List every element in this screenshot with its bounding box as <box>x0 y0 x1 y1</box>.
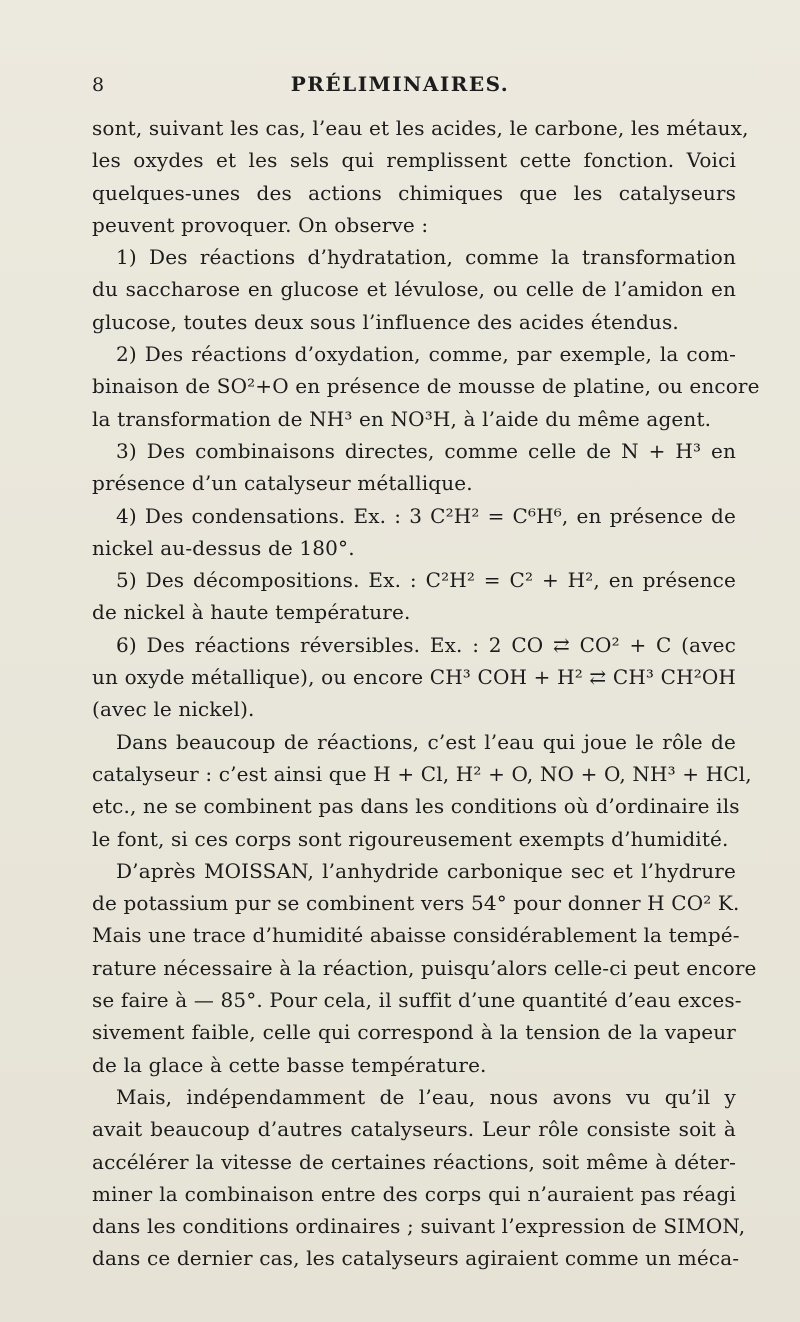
text-line: sivement faible, celle qui correspond à la tension de la vapeur <box>92 1020 736 1045</box>
text-line: glucose, toutes deux sous l’influence des acides étendus. <box>92 309 679 334</box>
text-line: 2) Des réactions d’oxydation, comme, par exemple, la com- <box>116 342 736 367</box>
running-head: PRÉLIMINAIRES. <box>290 72 510 96</box>
text-line: 5) Des décompositions. Ex. : C²H² = C² + H², en présence <box>116 568 736 593</box>
text-line: binaison de SO²+O en présence de mousse de platine, ou encore <box>92 374 760 399</box>
text-line: un oxyde métallique), ou encore CH³ COH + H² ⇄ CH³ CH²OH <box>92 665 736 690</box>
text-line: nickel au-dessus de 180°. <box>92 535 355 560</box>
text-line: de potassium pur se combinent vers 54° pour donner H CO² K. <box>92 891 740 916</box>
text-line: etc., ne se combinent pas dans les conditions où d’ordinaire ils <box>92 794 740 819</box>
text-line: de la glace à cette basse température. <box>92 1052 487 1077</box>
text-line: peuvent provoquer. On observe : <box>92 212 429 237</box>
text-line: quelques-unes des actions chimiques que les catalyseurs <box>92 180 736 205</box>
text-line: catalyseur : c’est ainsi que H + Cl, H² + O, NO + O, NH³ + HCl, <box>92 761 752 786</box>
text-line: 4) Des condensations. Ex. : 3 C²H² = C⁶H⁶, en présence de <box>116 503 736 528</box>
text-line: dans les conditions ordinaires ; suivant l’expression de SIMON, <box>92 1214 746 1239</box>
text-line: les oxydes et les sels qui remplissent cette fonction. Voici <box>92 148 736 173</box>
page-number: 8 <box>92 74 105 96</box>
text-line: Mais, indépendamment de l’eau, nous avons vu qu’il y <box>116 1084 736 1109</box>
text-line: miner la combinaison entre des corps qui n’auraient pas réagi <box>92 1181 736 1206</box>
text-line: le font, si ces corps sont rigoureusement exempts d’humidité. <box>92 826 729 851</box>
text-line: de nickel à haute température. <box>92 600 411 625</box>
text-line: sont, suivant les cas, l’eau et les acides, le carbone, les métaux, <box>92 116 749 140</box>
text-line: 6) Des réactions réversibles. Ex. : 2 CO ⇄ CO² + C (avec <box>116 632 736 657</box>
body-text <box>92 112 760 1275</box>
text-line: D’après MOISSAN, l’anhydride carbonique sec et l’hydrure <box>116 858 736 883</box>
text-line: la transformation de NH³ en NO³H, à l’aide du même agent. <box>92 406 712 431</box>
text-line: dans ce dernier cas, les catalyseurs agiraient comme un méca- <box>92 1246 740 1271</box>
text-line: Dans beaucoup de réactions, c’est l’eau qui joue le rôle de <box>116 729 736 754</box>
text-line: se faire à — 85°. Pour cela, il suffit d’une quantité d’eau exces- <box>92 988 742 1013</box>
text-line: rature nécessaire à la réaction, puisqu’alors celle-ci peut encore <box>92 955 757 980</box>
text-line: (avec le nickel). <box>92 697 255 722</box>
text-line: 3) Des combinaisons directes, comme celle de N + H³ en <box>116 438 736 463</box>
text-line: accélérer la vitesse de certaines réactions, soit même à déter- <box>92 1149 736 1174</box>
text-line: 1) Des réactions d’hydratation, comme la transformation <box>116 245 736 270</box>
text-line: présence d’un catalyseur métallique. <box>92 471 473 496</box>
text-line: Mais une trace d’humidité abaisse considérablement la tempé- <box>92 923 740 948</box>
text-line: du saccharose en glucose et lévulose, ou celle de l’amidon en <box>92 277 736 302</box>
text-line: avait beaucoup d’autres catalyseurs. Leur rôle consiste soit à <box>92 1117 736 1142</box>
